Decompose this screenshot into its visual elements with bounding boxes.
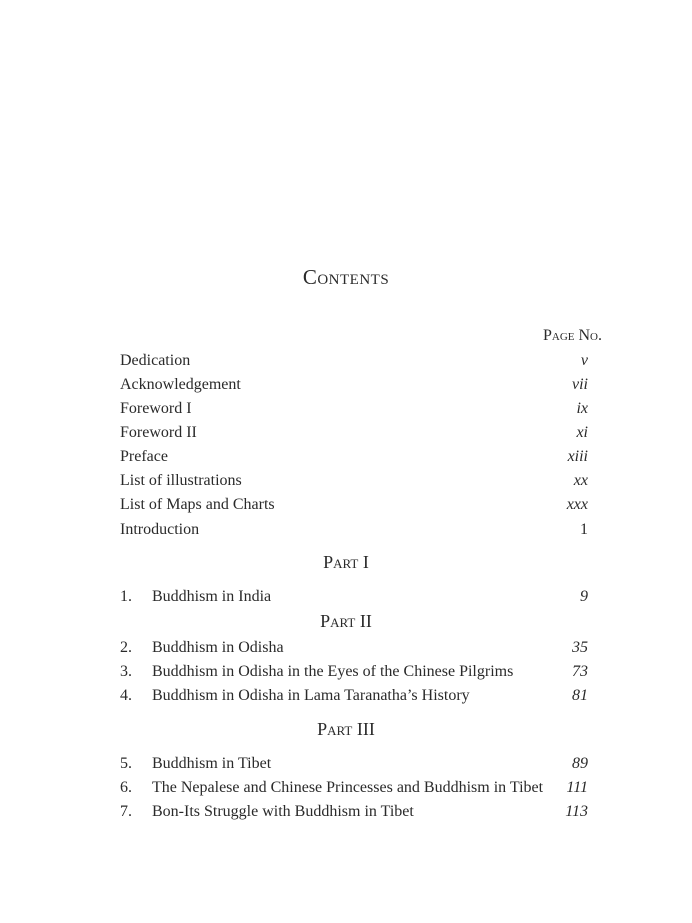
toc-chapter-7[interactable]	[120, 801, 588, 823]
chapter-page: 35	[572, 639, 588, 656]
toc-entry-label: Foreword II	[120, 424, 197, 441]
chapter-title: Buddhism in Tibet	[152, 755, 272, 772]
toc-entry-page: 1	[580, 521, 588, 538]
contents-title: Contents	[302, 265, 390, 289]
toc-chapter-2[interactable]	[120, 637, 588, 659]
toc-entry-label: List of Maps and Charts	[120, 496, 275, 513]
chapter-title: Buddhism in Odisha in the Eyes of the Chinese Pilgrims	[152, 663, 514, 680]
toc-entry-page: ix	[576, 400, 588, 417]
chapter-page: 9	[580, 588, 588, 605]
chapter-title: Bon-Its Struggle with Buddhism in Tibet	[152, 803, 414, 820]
toc-entry-introduction[interactable]	[120, 519, 588, 541]
toc-chapter-4[interactable]	[120, 685, 588, 707]
toc-entry-page: vii	[572, 376, 588, 393]
toc-entry-label: Dedication	[120, 352, 191, 369]
chapter-number: 3.	[120, 663, 132, 680]
toc-entry-label: Preface	[120, 448, 168, 465]
chapter-number: 6.	[120, 779, 132, 796]
toc-entry-label: List of illustrations	[120, 472, 242, 489]
toc-entry-page: xiii	[567, 448, 588, 465]
toc-entry-dedication[interactable]	[120, 350, 588, 372]
toc-entry-label: Acknowledgement	[120, 376, 241, 393]
chapter-number: 4.	[120, 687, 132, 704]
toc-chapter-6[interactable]	[120, 777, 588, 799]
toc-entry-list-of-maps-and-charts[interactable]	[120, 494, 588, 516]
chapter-page: 113	[565, 803, 588, 820]
chapter-number: 1.	[120, 588, 132, 605]
toc-entry-page: v	[580, 352, 588, 369]
chapter-title: Buddhism in Odisha in Lama Taranatha’s History	[152, 687, 470, 704]
toc-entry-page: xxx	[566, 496, 588, 513]
toc-entry-preface[interactable]	[120, 446, 588, 468]
chapter-title: Buddhism in Odisha	[152, 639, 284, 656]
chapter-number: 2.	[120, 639, 132, 656]
toc-entry-label: Foreword I	[120, 400, 192, 417]
toc-entry-label: Introduction	[120, 521, 200, 538]
toc-entry-acknowledgement[interactable]	[120, 374, 588, 396]
toc-chapter-3[interactable]	[120, 661, 588, 683]
chapter-title: Buddhism in India	[152, 588, 272, 605]
part-heading-iii: Part III	[317, 719, 375, 739]
toc-chapter-5[interactable]	[120, 753, 588, 775]
chapter-number: 5.	[120, 755, 132, 772]
toc-entry-page: xi	[576, 424, 588, 441]
chapter-page: 111	[566, 779, 588, 796]
part-heading-i: Part I	[323, 552, 369, 572]
toc-entry-foreword-i[interactable]	[120, 398, 588, 420]
chapter-page: 73	[572, 663, 588, 680]
chapter-number: 7.	[120, 803, 132, 820]
toc-entry-list-of-illustrations[interactable]	[120, 470, 588, 492]
chapter-page: 81	[572, 687, 588, 704]
chapter-page: 89	[572, 755, 588, 772]
part-heading-ii: Part II	[320, 611, 372, 631]
page-number-column-label: Page No.	[542, 327, 602, 344]
toc-entry-page: xx	[573, 472, 588, 489]
chapter-title: The Nepalese and Chinese Princesses and Buddhism in Tibet	[152, 779, 544, 796]
toc-entry-foreword-ii[interactable]	[120, 422, 588, 444]
toc-chapter-1[interactable]	[120, 586, 588, 608]
